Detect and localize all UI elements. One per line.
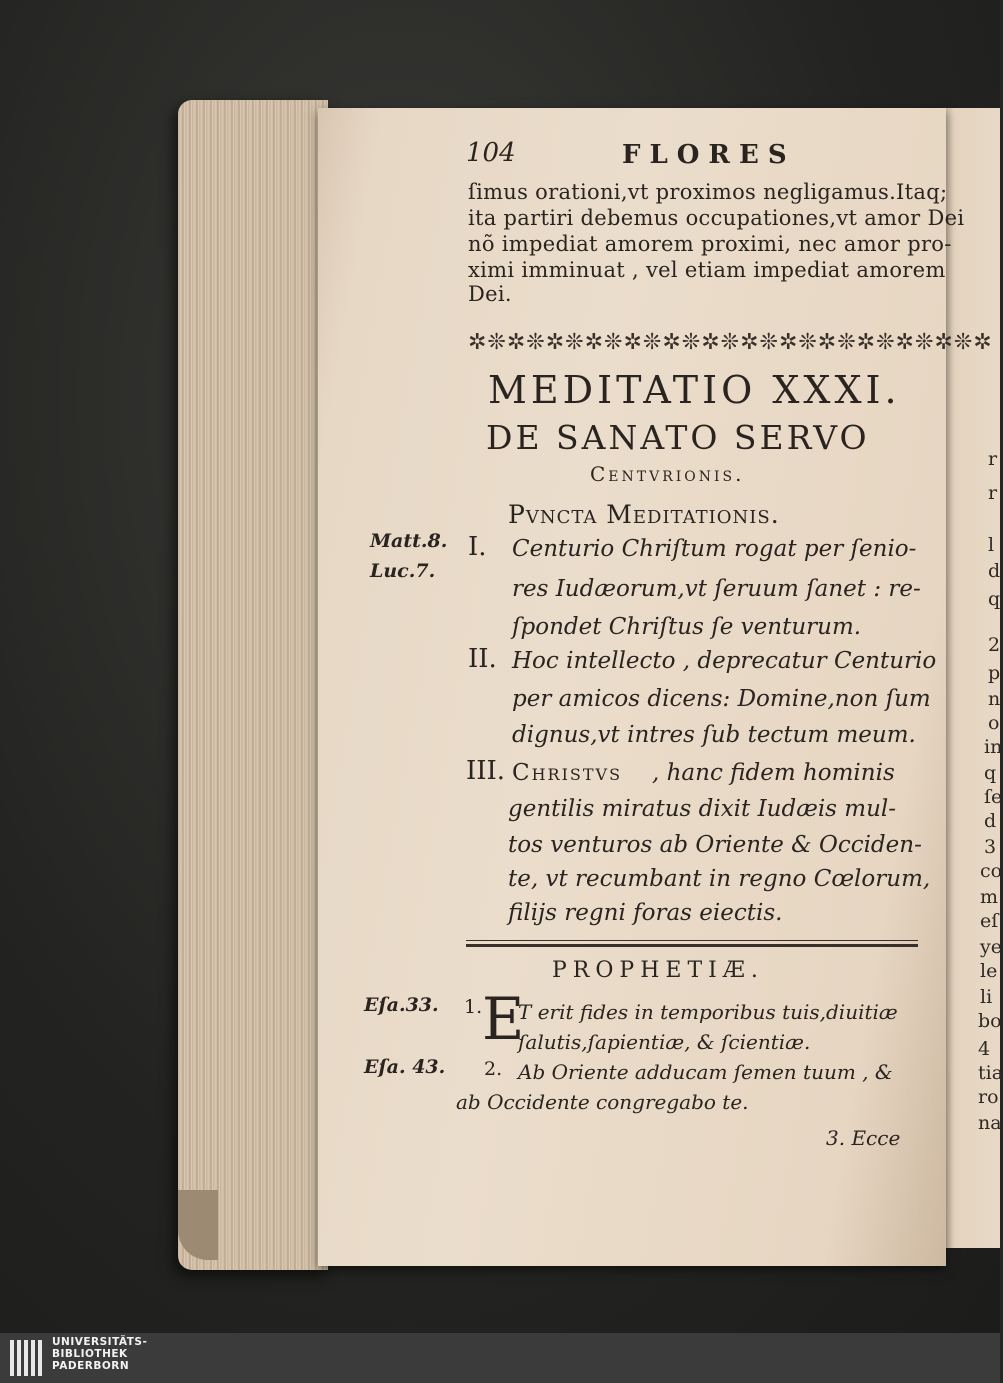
point-line: dignus,vt intres ſub tectum meum. xyxy=(512,722,916,748)
point-line: te, vt recumbant in regno Cœlorum, xyxy=(508,866,931,892)
running-title: FLORES xyxy=(622,140,796,170)
text-line: ximi imminuat , vel etiam impediat amorem xyxy=(468,258,946,282)
facing-letter: bo xyxy=(978,1010,1002,1032)
point-line: ſpondet Chriſtus ſe venturum. xyxy=(512,614,862,640)
facing-letter: r xyxy=(988,482,998,504)
point-numeral: III. xyxy=(466,756,506,786)
prophecy-line: Ab Oriente adducam ſemen tuum , & xyxy=(518,1060,893,1084)
point-line: filijs regni foras eiectis. xyxy=(508,900,783,926)
facing-letter: 3 xyxy=(984,836,997,858)
library-name-line: PADERBORN xyxy=(52,1360,130,1372)
facing-letter: d xyxy=(988,560,1001,582)
point-first-word: Christvs xyxy=(512,760,623,786)
point-line: , hanc fidem hominis xyxy=(652,760,895,786)
ornament-band: ✲❊✲❊✲❊✲❊✲❊✲❊✲❊✲❊✲❊✲❊✲❊✲❊✲❊✲ xyxy=(468,330,993,355)
point-line: Hoc intellecto , deprecatur Centurio xyxy=(512,648,937,674)
facing-letter: n xyxy=(988,688,1001,710)
facing-letter: 2 xyxy=(988,634,1001,656)
page-number: 104 xyxy=(466,138,516,168)
facing-letter: in xyxy=(984,736,1003,758)
facing-letter: l xyxy=(988,534,995,556)
prophetiae-heading: PROPHETIÆ. xyxy=(552,958,764,983)
facing-letter: co xyxy=(980,860,1003,882)
point-line: res Iudæorum,vt ſeruum ſanet : re- xyxy=(512,576,921,602)
divider-rule-thin xyxy=(466,940,918,941)
book-page-edges xyxy=(178,100,328,1270)
margin-reference: Matt.8. xyxy=(370,530,448,552)
facing-letter: li xyxy=(980,986,993,1008)
catchword: 3. Ecce xyxy=(826,1126,901,1150)
meditation-title: MEDITATIO XXXI. xyxy=(488,368,901,412)
text-line: nõ impediat amorem proximi, nec amor pro- xyxy=(468,232,952,256)
text-line: ita partiri debemus occupationes,vt amor Dei xyxy=(468,206,965,230)
facing-letter: p xyxy=(988,662,1001,684)
drop-cap: E xyxy=(482,985,525,1053)
facing-letter: m xyxy=(980,886,999,908)
point-line: per amicos dicens: Domine,non ſum xyxy=(512,686,931,712)
margin-reference: Eſa.33. xyxy=(364,994,439,1016)
library-name-line: BIBLIOTHEK xyxy=(52,1348,128,1360)
library-name-line: UNIVERSITÄTS- xyxy=(52,1336,148,1348)
point-line: gentilis miratus dixit Iudæis mul- xyxy=(508,796,897,822)
library-logo-icon xyxy=(8,1338,46,1378)
prophecy-number: 1. xyxy=(464,996,483,1018)
facing-letter: d xyxy=(984,810,997,832)
prophecy-number: 2. xyxy=(484,1058,503,1080)
divider-rule xyxy=(466,944,918,947)
facing-letter: eſ xyxy=(980,910,999,932)
facing-letter: o xyxy=(988,712,1000,734)
footer-bar xyxy=(0,1333,1000,1383)
facing-letter: 4 xyxy=(978,1038,991,1060)
facing-letter: q xyxy=(988,588,1001,610)
library-name xyxy=(52,1336,147,1372)
facing-letter: ſe xyxy=(984,786,1003,808)
prophecy-line: T erit fides in temporibus tuis,diuitiæ xyxy=(518,1000,898,1024)
point-numeral: II. xyxy=(468,644,497,674)
meditation-subtitle: DE SANATO SERVO xyxy=(486,418,870,457)
facing-letter: na xyxy=(978,1112,1002,1134)
facing-letter: q xyxy=(984,762,997,784)
point-numeral: I. xyxy=(468,532,487,562)
point-line: Centurio Chriſtum rogat per ſenio- xyxy=(512,536,917,562)
text-line: ſimus orationi,vt proximos negligamus.Itaq; xyxy=(468,180,948,204)
text-line: Dei. xyxy=(468,282,512,306)
margin-reference: Luc.7. xyxy=(370,560,436,582)
facing-letter: tia xyxy=(978,1062,1003,1084)
facing-letter: r xyxy=(988,448,998,470)
prophecy-line: ſalutis,ſapientiæ, & ſcientiæ. xyxy=(518,1030,811,1054)
prophecy-line: ab Occidente congregabo te. xyxy=(456,1090,749,1114)
facing-letter: ye xyxy=(980,936,1002,958)
margin-reference: Eſa. 43. xyxy=(364,1056,446,1078)
facing-letter: ro xyxy=(978,1086,999,1108)
puncta-heading: Pvncta Meditationis. xyxy=(508,500,780,529)
point-line: tos venturos ab Oriente & Occiden- xyxy=(508,832,922,858)
facing-letter: le xyxy=(980,960,998,982)
meditation-subtitle-2: Centvrionis. xyxy=(590,462,745,486)
